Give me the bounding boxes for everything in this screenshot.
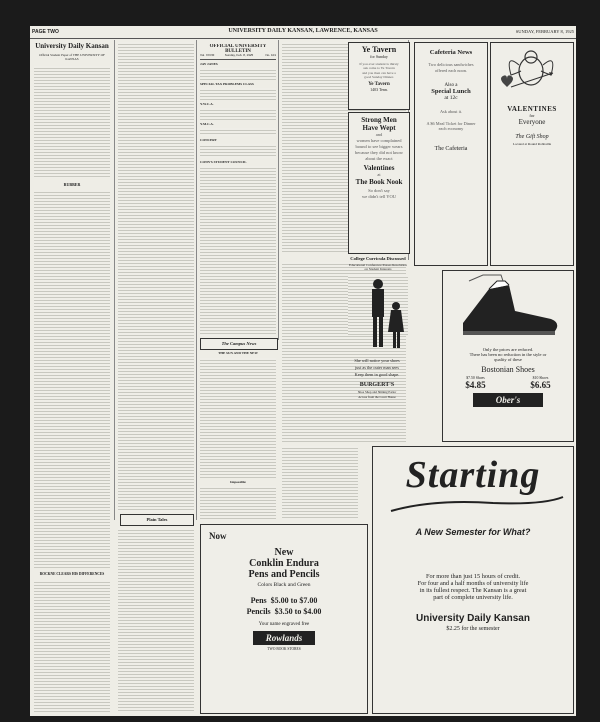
article-text [118,528,194,712]
tavern-address: 1403 Tenn. [370,87,388,93]
burgert-line: She will notice your shoes [354,358,400,363]
shoe-icon [443,271,573,343]
gift-shop-name: The Gift Shop [515,134,549,140]
cafeteria-line: offered each noon. [434,67,467,73]
tavern-line: ask come to Ye Tavern [363,66,395,71]
bulletin-text [200,68,276,80]
masthead-date: SUNDAY, FEBRUARY 8, 1925 [515,29,574,34]
editorial-text [34,580,110,712]
ad-now: Now [209,531,227,541]
plain-tales-box [120,514,194,526]
ad-new: New [274,547,294,558]
valentines-heading: VALENTINES [507,105,557,113]
product-line: Pens and Pencils [248,569,320,580]
bulletin-item: CONCERT [200,138,217,142]
price-value: $6.65 [530,380,551,390]
bulletin-text [200,88,276,100]
column-divider [278,40,279,340]
starting-body: For more than just 15 hours of credit. [425,573,521,580]
shoe-line: Only the prices are reduced. [482,347,534,352]
news-subhead: THE SUN AND THE NEW [218,351,258,355]
bulletin-title: OFFICIAL UNIVERSITY BULLETIN [209,44,267,52]
burgert-name: BURGERT'S [359,382,395,388]
starting-sub: A New Semester for What? [415,527,531,537]
shoe-shop-illustration [364,276,408,354]
shoe-prices [443,376,573,390]
burgert-sub: Shoe Shop and Shining Parlor [357,390,397,394]
cafeteria-special: Special Lunch [431,88,471,95]
bottom-head: ROCKNE CLEARS HIS DIFFERENCES [39,572,105,576]
tavern-line: good Sunday Dinner. [364,74,394,79]
ad-line: at [377,172,381,177]
price-label: $10 Shoes [532,376,549,380]
ad-line: So don't say [368,188,390,193]
bulletin-section: CONN'S STUDENT COUNCIL [200,160,247,164]
cafeteria-ask: Ask about it. [439,109,463,114]
bulletin-text [200,144,276,158]
pens-label: Pens [250,596,267,605]
ad-line: we didn't tell YOU [361,194,396,199]
cafeteria-line: Two delicious sandwiches [428,62,474,67]
campus-news-box [200,338,278,350]
ad-line: because they did not know [355,150,403,155]
starting-word: Starting [405,454,541,496]
product-colors: Colors Black and Green [257,582,311,588]
engraving-note: Your name engraved free [258,622,310,627]
cafeteria-ticket: A $6 Meal Ticket for Dinner [426,120,476,126]
valentines-ad [490,42,574,266]
shoe-line: There has been no reduction in the style or [469,352,547,357]
store-name: Ober's [495,395,521,405]
ad-line: Strong Men [361,116,397,124]
cafeteria-time: at 12c [444,95,458,101]
price-block [530,376,550,390]
article-text [282,446,358,520]
section-head: RUBBER [63,182,81,187]
valentines-everyone: Everyone [518,118,546,126]
burgert-line: just as the outer man sees [355,365,399,370]
ad-line: The Book Nook [355,178,403,186]
cafeteria-name: The Cafeteria [434,145,468,152]
ad-line: and [375,132,383,137]
ad-line: Valentines [363,164,395,172]
cafeteria-ad [414,42,488,266]
burgert-line: Keep them in good shape. [354,372,400,377]
bulletin-rule [200,59,276,60]
bulletin-item: SPECIAL TAX PROBLEMS CLASS [200,82,254,86]
ad-line: about the exact [365,156,393,161]
ad-line: Have Wept [362,124,396,132]
bulletin-item: JAY JANES [200,62,218,66]
burgert-address: Across from the Court House [358,395,396,399]
pencils-label: Pencils [246,607,271,616]
pens-range: $5.00 to $7.00 [270,596,318,605]
column-divider [196,40,197,520]
bulletin-number: No. 101 [265,53,276,57]
starting-body: in its fullest respect. The Kansan is a great [419,587,527,594]
shoe-brand: Bostonian Shoes [481,365,535,374]
people-silhouette-icon [364,276,408,354]
rowlands-logo [253,631,315,645]
pencils-range: $3.50 to $4.00 [274,607,322,616]
tavern-bottom-name: Ye Tavern [368,82,390,88]
store-logo [473,393,543,407]
campus-news-title: The Campus News [221,341,257,346]
article-text [118,42,194,512]
price-value: $4.85 [465,380,486,390]
bulletin-text [200,166,276,336]
masthead-rule [30,38,576,39]
starting-heading [373,447,573,527]
kansan-price: $2.25 for the semester [446,626,500,632]
rowlands-sub: TWO BOOK STORES [267,647,301,651]
tavern-title: Ye Tavern [361,45,397,54]
shoe-line: quality of these [494,357,522,362]
cupid-icon [491,43,573,101]
tavern-line: and you then can have a [362,70,396,75]
staff-box [34,66,110,178]
page-number: PAGE TWO [32,29,59,35]
price-label: $7.50 Shoes [466,376,485,380]
news-text [200,358,276,478]
gift-shop-address: Located at Round Robitaille [512,142,552,146]
book-nook-ad [348,112,410,254]
starting-body: For four and a half months of university life [417,580,529,587]
news-inlay-head: Impossible [230,480,246,484]
bulletin-item: Y.M.C.A. [200,122,214,126]
tavern-line: If you ever student is thirsty [359,62,399,66]
valentines-for: for [529,113,535,118]
product-line: Conklin Endura [249,558,319,569]
editorial-text [34,190,110,568]
kansan-subtitle: Official Student Paper of THE UNIVERSITY OF KANSAS [39,53,105,61]
rowlands-name: Rowlands [265,633,303,643]
ad-line: bound to see bigger wears [355,144,403,149]
starting-ad [372,446,574,714]
cafeteria-economy: each economy [438,126,464,131]
price-block [465,376,485,390]
cafeteria-title: Cafeteria News [429,49,473,56]
pens-price [201,596,367,605]
ad-line: women have complained [356,138,402,143]
kansan-name: University Daily Kansan [416,613,530,624]
plain-tales-title: Plain Tales [146,517,168,522]
kansan-title: University Daily Kansan [35,42,109,50]
obers-shoes-ad [442,270,574,442]
bulletin-volume: Vol. XXVIII [200,53,215,57]
starting-body: part of complete university life. [433,594,513,601]
bulletin-text [200,108,276,120]
bulletin-text [200,128,276,136]
tavern-subtitle: for Sunday [370,54,388,59]
ye-tavern-ad [348,42,410,110]
curricula-head: College Curricula Discussed [350,256,406,261]
conklin-pens-ad [200,524,368,714]
newspaper-page [30,26,576,716]
shoe-illustration [443,271,573,343]
bulletin-item: Y.W.C.A. [200,102,214,106]
bulletin-date: Sunday, Feb. 8, 1925 [224,53,254,57]
pencils-price [201,607,367,616]
cupid-illustration [491,43,573,101]
masthead-title: UNIVERSITY DAILY KANSAN, LAWRENCE, KANSAS [228,28,378,34]
curricula-sub: Educational Conference Passes Resolution on Student Interests [349,263,407,272]
column-divider [114,40,115,520]
news-text [200,486,276,520]
cafeteria-also: Also a [444,83,458,88]
